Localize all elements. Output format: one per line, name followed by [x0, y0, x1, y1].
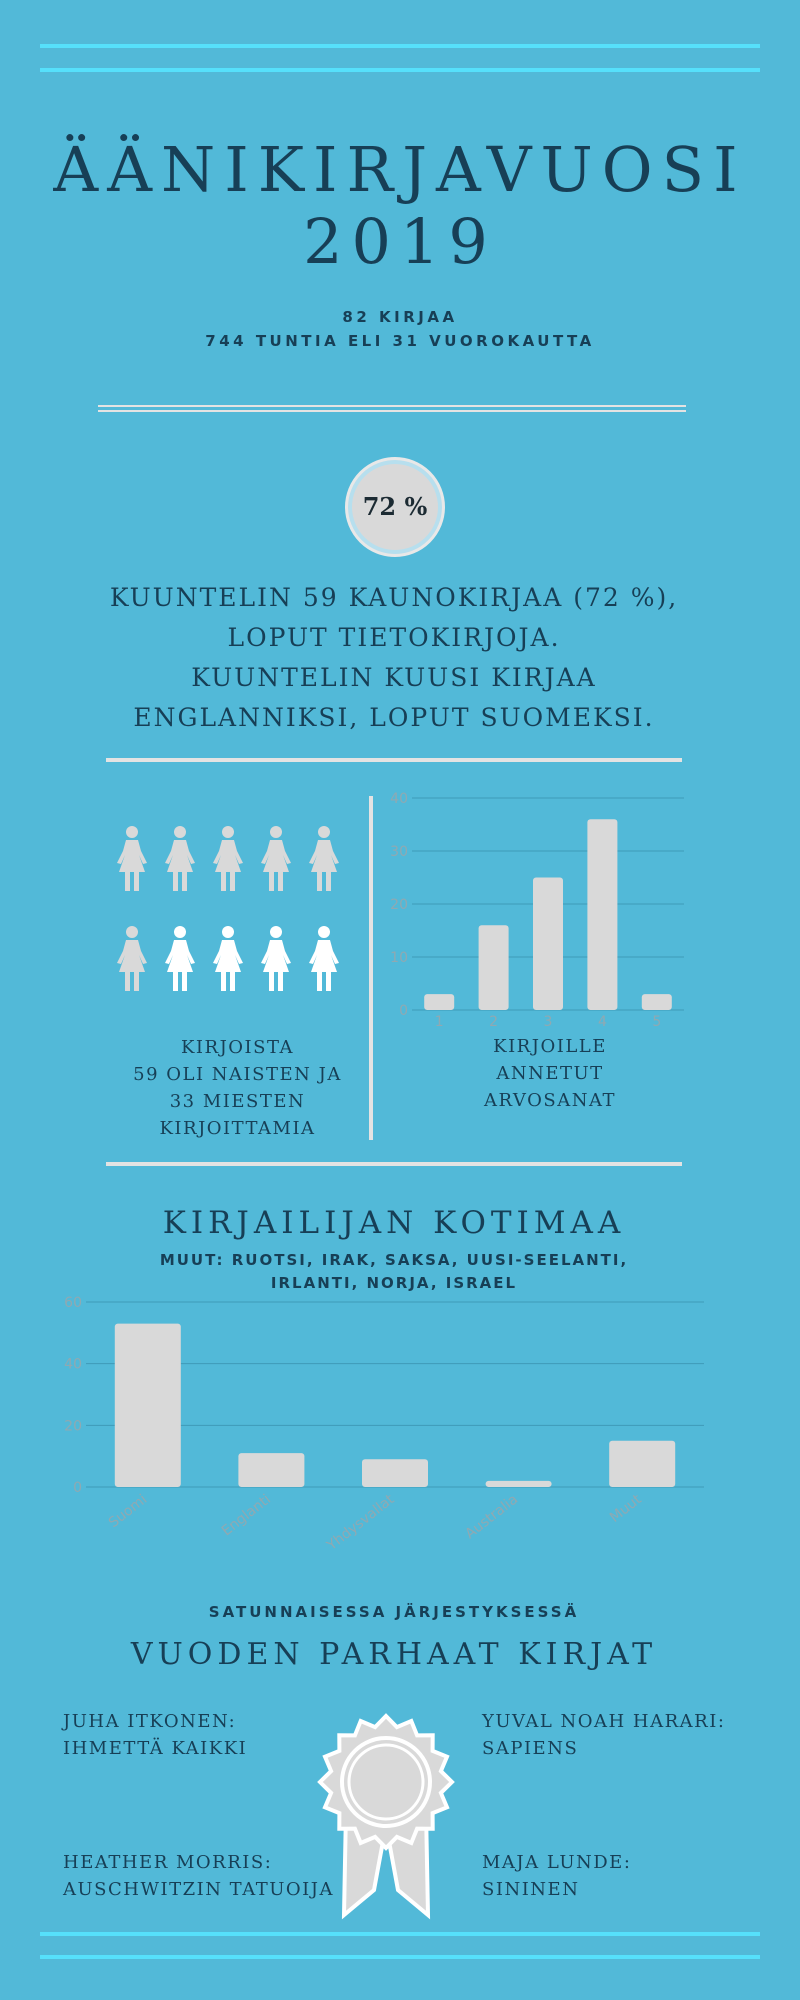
x-tick-label: 1: [434, 1014, 444, 1030]
best-book-author: JUHA ITKONEN:: [63, 1711, 237, 1732]
woman-icon: [165, 926, 195, 991]
x-tick-label: 5: [652, 1014, 662, 1030]
bar: [424, 994, 454, 1010]
woman-icon: [309, 926, 339, 991]
gender-icon-grid: [100, 815, 370, 1015]
country-subtitle-2: IRLANTI, NORJA, ISRAEL: [270, 1274, 518, 1292]
woman-icon: [213, 926, 243, 991]
best-book-title: IHMETTÄ KAIKKI: [63, 1738, 248, 1759]
best-book-2: [482, 1708, 725, 1762]
y-tick-label: 20: [64, 1418, 82, 1435]
x-tick-label: Suomi: [105, 1491, 151, 1532]
bar: [238, 1453, 304, 1487]
top-line-1: [40, 44, 760, 48]
country-heading: KIRJAILIJAN KOTIMAA: [162, 1205, 626, 1241]
ratings-caption: [400, 1033, 700, 1114]
country-subtitle-1: MUUT: RUOTSI, IRAK, SAKSA, UUSI-SEELANTI,: [159, 1251, 629, 1269]
y-tick-label: 60: [64, 1295, 82, 1311]
section-divider: [106, 1162, 682, 1166]
country-chart: [40, 1290, 720, 1580]
gender-line: 59 OLI NAISTEN JA: [133, 1064, 342, 1085]
vertical-divider: [369, 796, 373, 1140]
gender-line: KIRJOITTAMIA: [159, 1118, 316, 1139]
y-tick-label: 40: [390, 791, 408, 807]
x-tick-label: Yhdysvallat: [324, 1491, 398, 1554]
best-book-title: SININEN: [482, 1879, 580, 1900]
gender-line: KIRJOISTA: [180, 1037, 295, 1058]
best-book-author: MAJA LUNDE:: [482, 1852, 632, 1873]
percent-badge-label: 72 %: [362, 492, 428, 521]
best-book-title: SAPIENS: [482, 1738, 579, 1759]
bar: [533, 878, 563, 1011]
best-kicker: SATUNNAISESSA JÄRJESTYKSESSÄ: [208, 1603, 580, 1621]
ratings-line: KIRJOILLE: [493, 1036, 607, 1057]
best-heading: VUODEN PARHAAT KIRJAT: [130, 1637, 658, 1672]
ratings-chart: [390, 780, 700, 1035]
x-tick-label: Muut: [606, 1491, 645, 1526]
bar: [479, 925, 509, 1010]
bar: [642, 994, 672, 1010]
best-book-1: [63, 1708, 247, 1762]
fiction-line: LOPUT TIETOKIRJOJA.: [227, 623, 561, 652]
woman-icon: [261, 826, 291, 891]
gender-line: 33 MIESTEN: [169, 1091, 306, 1112]
section-divider-double-1: [98, 405, 686, 407]
percent-badge: [345, 457, 445, 557]
bar: [609, 1441, 675, 1487]
fiction-line: ENGLANNIKSI, LOPUT SUOMEKSI.: [133, 703, 655, 732]
bar: [115, 1324, 181, 1487]
ratings-line: ANNETUT: [496, 1063, 604, 1084]
bar: [587, 819, 617, 1010]
best-book-3: [63, 1849, 334, 1903]
best-book-author: HEATHER MORRIS:: [63, 1852, 273, 1873]
y-tick-label: 40: [64, 1356, 82, 1373]
x-tick-label: 2: [489, 1014, 499, 1030]
bar: [486, 1481, 552, 1487]
best-book-title: AUSCHWITZIN TATUOIJA: [63, 1879, 334, 1900]
x-tick-label: 4: [597, 1014, 607, 1030]
best-book-4: [482, 1849, 631, 1903]
title-line-2: 2019: [303, 205, 497, 278]
fiction-line: KUUNTELIN KUUSI KIRJAA: [191, 663, 597, 692]
y-tick-label: 30: [390, 844, 408, 860]
y-tick-label: 0: [73, 1480, 82, 1496]
y-tick-label: 10: [390, 950, 408, 966]
stat-books: 82 KIRJAA: [342, 308, 458, 326]
x-tick-label: 3: [543, 1014, 553, 1030]
woman-icon: [165, 826, 195, 891]
title-line-1: ÄÄNIKIRJAVUOSI: [53, 133, 747, 206]
gender-caption: [100, 1034, 375, 1142]
fiction-summary: [0, 578, 788, 738]
y-tick-label: 20: [390, 897, 408, 913]
woman-icon: [117, 826, 147, 891]
woman-icon: [261, 926, 291, 991]
bottom-line-1: [40, 1932, 760, 1936]
bar: [362, 1459, 428, 1487]
bottom-line-2: [40, 1955, 760, 1959]
x-tick-label: Australia: [462, 1491, 522, 1543]
stat-hours: 744 TUNTIA ELI 31 VUOROKAUTTA: [205, 332, 595, 350]
award-ribbon-icon: [316, 1710, 456, 1920]
woman-icon: [117, 926, 147, 991]
fiction-line: KUUNTELIN 59 KAUNOKIRJAA (72 %),: [109, 583, 679, 612]
top-line-2: [40, 68, 760, 72]
ratings-line: ARVOSANAT: [484, 1090, 616, 1111]
x-tick-label: Englanti: [218, 1491, 274, 1540]
best-book-author: YUVAL NOAH HARARI:: [482, 1711, 726, 1732]
section-divider-double-2: [98, 410, 686, 412]
woman-icon: [309, 826, 339, 891]
section-divider: [106, 758, 682, 762]
y-tick-label: 0: [399, 1003, 408, 1019]
ribbon-inner-circle: [349, 1745, 423, 1819]
woman-icon: [213, 826, 243, 891]
page-title: [0, 134, 800, 278]
